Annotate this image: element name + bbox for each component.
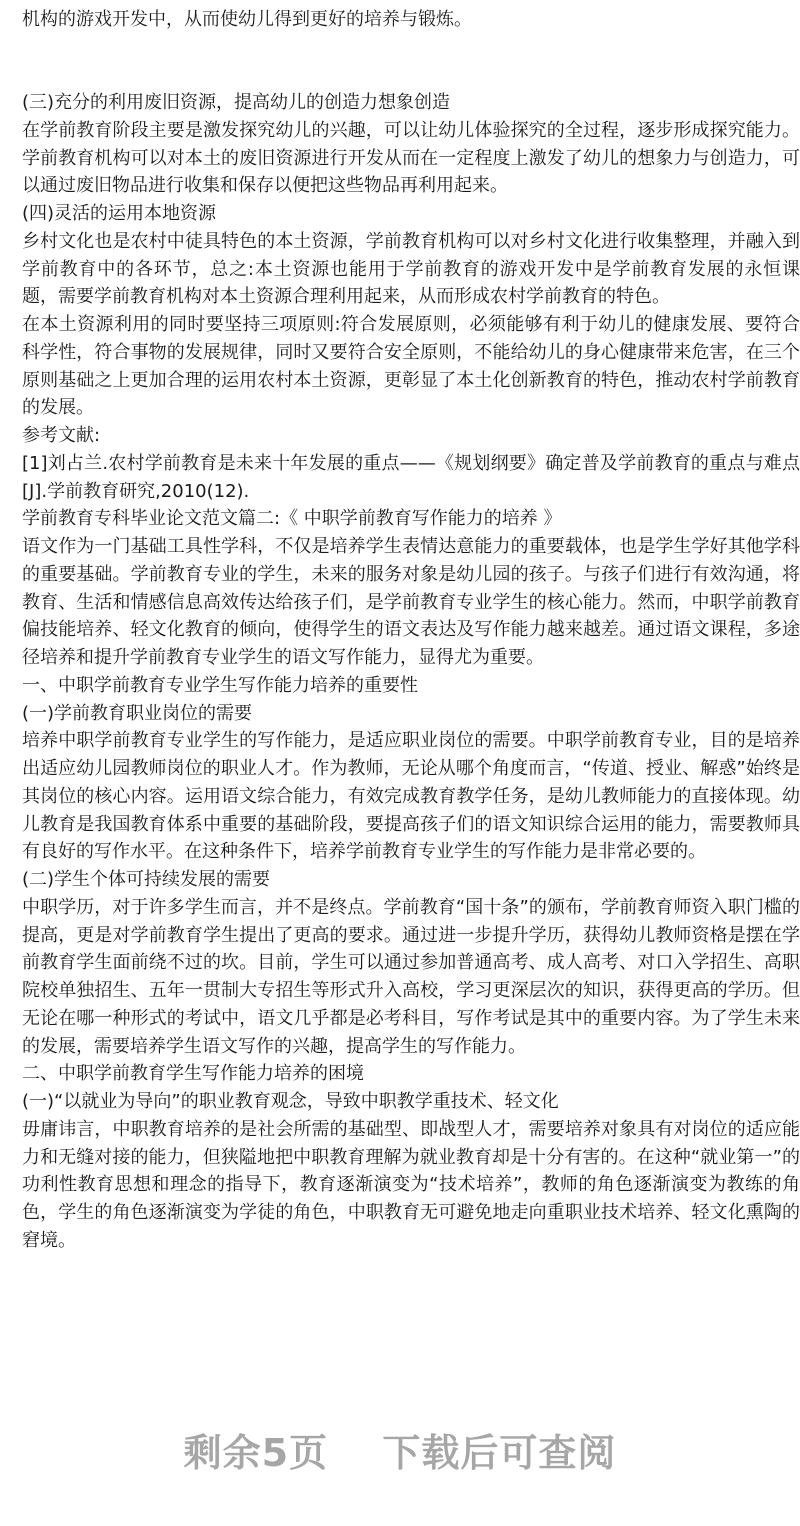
remaining-pages-label[interactable]: 剩余5页 xyxy=(183,1431,329,1475)
paragraph: [1]刘占兰.农村学前教育是未来十年发展的重点——《规划纲要》确定普及学前教育的重点与难点[J].学前教育研究,2010(12). xyxy=(22,452,800,502)
paragraph: 乡村文化也是农村中徒具特色的本土资源，学前教育机构可以对乡村文化进行收集整理，并融入到学前教育中的各环节，总之:本土资源也能用于学前教育的游戏开发中是学前教育发展的永恒课题，需要学前教育机构对本土资源合理利用起来，从而形成农村学前教育的特色。 xyxy=(22,230,800,308)
paragraph: 二、中职学前教育学生写作能力培养的困境 xyxy=(22,1063,364,1085)
download-to-view-label[interactable]: 下载后可查阅 xyxy=(382,1431,617,1475)
paragraph: (四)灵活的运用本地资源 xyxy=(22,203,217,224)
paragraph: (二)学生个体可持续发展的需要 xyxy=(22,869,271,890)
download-prompt[interactable] xyxy=(0,1422,800,1477)
paragraph: 在学前教育阶段主要是激发探究幼儿的兴趣，可以让幼儿体验探究的全过程，逐步形成探究能力。学前教育机构可以对本土的废旧资源进行开发从而在一定程度上激发了幼儿的想象力与创造力，可以通过废旧物品进行收集和保存以便把这些物品再利用起来。 xyxy=(22,119,800,197)
intro-block xyxy=(22,6,800,34)
paragraph: (一)“以就业为导向”的职业教育观念，导致中职教学重技术、轻文化 xyxy=(22,1091,559,1112)
paragraph: 机构的游戏开发中，从而使幼儿得到更好的培养与锻炼。 xyxy=(22,9,472,30)
paragraph: 中职学历，对于许多学生而言，并不是终点。学前教育“国十条”的颁布，学前教育师资入职门槛的提高，更是对学前教育学生提出了更高的要求。通过进一步提升学历，获得幼儿教师资格是摆在学前教育学生面前绕不过的坎。目前，学生可以通过参加普通高考、成人高考、对口入学招生、高职院校单独招生、五年一贯制大专招生等形式升入高校，学习更深层次的知识，获得更高的学历。但无论在哪一种形式的考试中，语文几乎都是必考科目，写作考试是其中的重要内容。为了学生未来的发展，需要培养学生语文写作的兴趣，提高学生的写作能力。 xyxy=(22,896,800,1057)
paragraph: 学前教育专科毕业论文范文篇二:《 中职学前教育写作能力的培养 》 xyxy=(22,508,562,530)
paragraph: (一)学前教育职业岗位的需要 xyxy=(22,702,253,724)
paragraph: 参考文献: xyxy=(22,425,101,446)
paragraph: 培养中职学前教育专业学生的写作能力，是适应职业岗位的需要。中职学前教育专业，目的是培养出适应幼儿园教师岗位的职业人才。作为教师，无论从哪个角度而言，“传道、授业、解惑”始终是其岗位的核心内容。运用语文综合能力，有效完成教育教学任务，是幼儿教师能力的直接体现。幼儿教育是我国教育体系中重要的基础阶段，要提高孩子们的语文知识综合运用的能力，需要教师具有良好的写作水平。在这种条件下，培养学前教育专业学生的写作能力是非常必要的。 xyxy=(22,730,800,863)
paragraph: 毋庸讳言，中职教育培养的是社会所需的基础型、即战型人才，需要培养对象具有对岗位的适应能力和无缝对接的能力，但狭隘地把中职教育理解为就业教育却是十分有害的。在这种“就业第一”的功利性教育思想和理念的指导下，教育逐渐演变为“技术培养”，教师的角色逐渐演变为教练的角色，学生的角色逐渐演变为学徒的角色，中职教育无可避免地走向重职业技术培养、轻文化熏陶的窘境。 xyxy=(22,1118,800,1251)
paragraph: (三)充分的利用废旧资源，提高幼儿的创造力想象创造 xyxy=(22,92,451,113)
article-body xyxy=(22,89,800,1255)
paragraph: 在本土资源利用的同时要坚持三项原则:符合发展原则，必须能够有利于幼儿的健康发展、要符合科学性，符合事物的发展规律，同时又要符合安全原则，不能给幼儿的身心健康带来危害，在三个原则基础之上更加合理的运用农村本土资源，更彰显了本土化创新教育的特色，推动农村学前教育的发展。 xyxy=(22,314,800,419)
paragraph: 一、中职学前教育专业学生写作能力培养的重要性 xyxy=(22,674,418,696)
paragraph: 语文作为一门基础工具性学科，不仅是培养学生表情达意能力的重要载体，也是学生学好其他学科的重要基础。学前教育专业的学生，未来的服务对象是幼儿园的孩子。与孩子们进行有效沟通，将教育、生活和情感信息高效传达给孩子们，是学前教育专业学生的核心能力。然而，中职学前教育偏技能培养、轻文化教育的倾向，使得学生的语文表达及写作能力越来越差。通过语文课程，多途径培养和提升学前教育专业学生的语文写作能力，显得尤为重要。 xyxy=(22,536,800,668)
